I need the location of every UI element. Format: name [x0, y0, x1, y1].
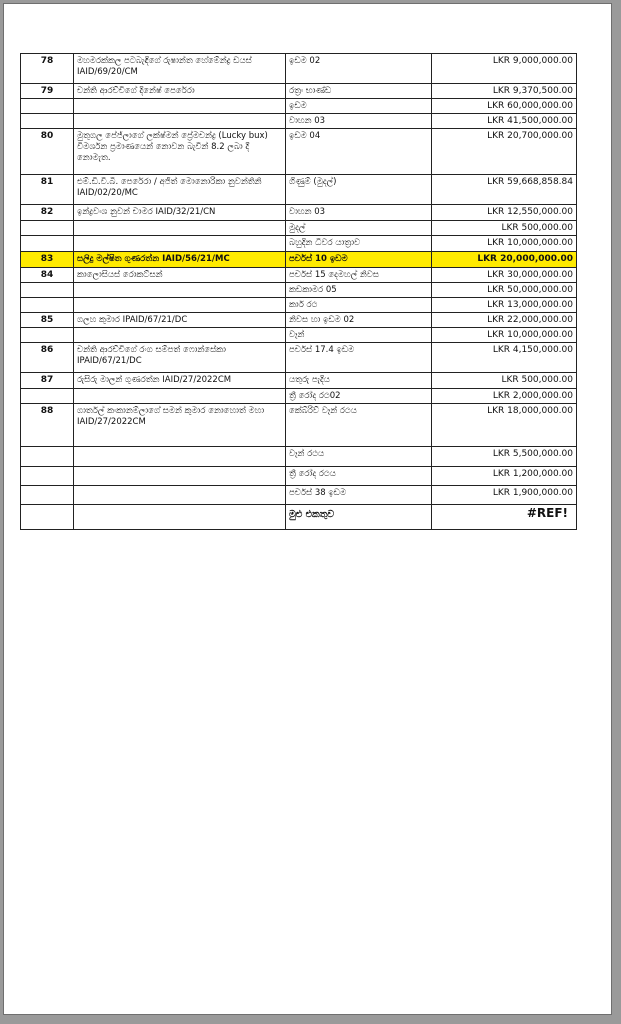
asset-item: පර්චස් 10 ඉඩම — [286, 252, 432, 268]
total-value: #REF! — [432, 505, 577, 530]
suspect-description: කාලොසියස් රොකට්සන් — [74, 268, 286, 283]
asset-value: LKR 50,000,000.00 — [432, 283, 577, 298]
asset-item: ඉඩම — [286, 99, 432, 114]
table-row — [21, 404, 577, 447]
table-row — [21, 343, 577, 373]
suspect-description: ගාර්තල් කංකානම්ලාගේ සමන් කුමාර නොහොත් මහා IAID/27/2022CM — [74, 404, 286, 447]
case-number — [21, 467, 74, 486]
table-row — [21, 221, 577, 236]
asset-value: LKR 10,000,000.00 — [432, 236, 577, 252]
case-number: 88 — [21, 404, 74, 447]
asset-item: කේබ්රිව් වෑන් රථය — [286, 404, 432, 447]
asset-value: LKR 4,150,000.00 — [432, 343, 577, 373]
asset-item: පර්චස් 17.4 ඉඩම — [286, 343, 432, 373]
table-row — [21, 313, 577, 328]
case-number — [21, 447, 74, 467]
asset-item: වාහන 03 — [286, 205, 432, 221]
asset-item: නිවස හා ඉඩම 02 — [286, 313, 432, 328]
suspect-description: චන්ති ආරච්චිගේ දිනේෂ් පෙරේරා — [74, 84, 286, 99]
asset-item: රත්‍රං භාණ්ඩ — [286, 84, 432, 99]
asset-value: LKR 20,000,000.00 — [432, 252, 577, 268]
suspect-description — [74, 298, 286, 313]
suspect-description — [74, 467, 286, 486]
suspect-description — [74, 99, 286, 114]
suspect-description: එම්.ඩී.වී.බී. පෙරේරා / අජිත් මොනොරිකා නුවන්තිනි IAID/02/20/MC — [74, 175, 286, 205]
suspect-description: චන්ති ආරච්චිගේ රංග සම්පත් ෆොන්සේකා IPAID/67/21/DC — [74, 343, 286, 373]
asset-value: LKR 9,370,500.00 — [432, 84, 577, 99]
suspect-description: ගලහ කුමාර IPAID/67/21/DC — [74, 313, 286, 328]
case-number — [21, 221, 74, 236]
asset-value: LKR 5,500,000.00 — [432, 447, 577, 467]
table-row — [21, 252, 577, 268]
suspect-description: මුතුගල පේජ්ලාගේ ලක්ෂ්මන් ප්‍රේමචන්ද්‍ර (Lucky bux) විමර්ශන ප්‍රමාණයෙන් නොවන බැවින් 8.2 ලබා දී නොමැත. — [74, 129, 286, 175]
case-number — [21, 236, 74, 252]
case-number: 80 — [21, 129, 74, 175]
case-number: 78 — [21, 54, 74, 84]
table-row — [21, 283, 577, 298]
table-row — [21, 268, 577, 283]
table-row — [21, 205, 577, 221]
case-number: 81 — [21, 175, 74, 205]
asset-item: කාර් රථ — [286, 298, 432, 313]
case-number: 86 — [21, 343, 74, 373]
table-row — [21, 298, 577, 313]
asset-item: වාහන 03 — [286, 114, 432, 129]
table-row — [21, 447, 577, 467]
asset-value: LKR 1,200,000.00 — [432, 467, 577, 486]
table-row — [21, 54, 577, 84]
asset-item: බහුදින ධීවර යාත්‍රාව — [286, 236, 432, 252]
suspect-description — [74, 221, 286, 236]
asset-item: ත්‍රී රෝද රථ02 — [286, 389, 432, 404]
suspect-description — [74, 389, 286, 404]
table-row — [21, 389, 577, 404]
table-row — [21, 328, 577, 343]
assets-table — [20, 53, 577, 530]
table-row — [21, 236, 577, 252]
case-number: 85 — [21, 313, 74, 328]
table-row — [21, 114, 577, 129]
table-row — [21, 84, 577, 99]
case-number — [21, 298, 74, 313]
table-row — [21, 129, 577, 175]
suspect-description: සලිදු මල්ෂිත ගුණරත්න IAID/56/21/MC — [74, 252, 286, 268]
assets-table-body — [21, 54, 577, 530]
case-number: 87 — [21, 373, 74, 389]
asset-value: LKR 18,000,000.00 — [432, 404, 577, 447]
asset-value: LKR 500,000.00 — [432, 373, 577, 389]
table-row — [21, 175, 577, 205]
case-number — [21, 328, 74, 343]
document-page — [3, 3, 612, 1015]
asset-value: LKR 59,668,858.84 — [432, 175, 577, 205]
asset-value: LKR 12,550,000.00 — [432, 205, 577, 221]
asset-item: පර්චස් 15 දෙමහල් නිවස — [286, 268, 432, 283]
asset-item: වෑන් රථය — [286, 447, 432, 467]
case-number — [21, 486, 74, 505]
suspect-description — [74, 328, 286, 343]
suspect-description: රුසිරු මාලන් ගුණරත්න IAID/27/2022CM — [74, 373, 286, 389]
asset-value: LKR 9,000,000.00 — [432, 54, 577, 84]
total-label: මුළු එකතුව — [286, 505, 432, 530]
asset-item: පර්චස් 38 ඉඩම — [286, 486, 432, 505]
suspect-description: මහමරක්කල පටබැඳිගේ රුෂාන්ත හේමේන්ද්‍ර ඩයස් IAID/69/20/CM — [74, 54, 286, 84]
case-number: 83 — [21, 252, 74, 268]
case-number — [21, 99, 74, 114]
asset-value: LKR 10,000,000.00 — [432, 328, 577, 343]
asset-value: LKR 500,000.00 — [432, 221, 577, 236]
table-row — [21, 467, 577, 486]
total-row — [21, 505, 577, 530]
asset-value: LKR 41,500,000.00 — [432, 114, 577, 129]
asset-item: ගිණුම් (මුදල්) — [286, 175, 432, 205]
case-number: 82 — [21, 205, 74, 221]
asset-value: LKR 20,700,000.00 — [432, 129, 577, 175]
suspect-description — [74, 114, 286, 129]
asset-item: යතුරු පැදිය — [286, 373, 432, 389]
table-row — [21, 99, 577, 114]
asset-value: LKR 30,000,000.00 — [432, 268, 577, 283]
suspect-description: ඉන්ද්‍රවංශ නුවන් චාමර IAID/32/21/CN — [74, 205, 286, 221]
asset-item: මුදල් — [286, 221, 432, 236]
asset-value: LKR 1,900,000.00 — [432, 486, 577, 505]
suspect-description — [74, 486, 286, 505]
case-number — [21, 283, 74, 298]
case-number — [21, 114, 74, 129]
asset-value: LKR 13,000,000.00 — [432, 298, 577, 313]
asset-item: කඩකාමර 05 — [286, 283, 432, 298]
case-number: 79 — [21, 84, 74, 99]
asset-item: ඉඩම 04 — [286, 129, 432, 175]
asset-value: LKR 22,000,000.00 — [432, 313, 577, 328]
suspect-description — [74, 447, 286, 467]
asset-value: LKR 60,000,000.00 — [432, 99, 577, 114]
suspect-description — [74, 236, 286, 252]
asset-value: LKR 2,000,000.00 — [432, 389, 577, 404]
case-number: 84 — [21, 268, 74, 283]
asset-item: වෑන් — [286, 328, 432, 343]
table-row — [21, 486, 577, 505]
table-row — [21, 373, 577, 389]
total-spacer-2 — [74, 505, 286, 530]
suspect-description — [74, 283, 286, 298]
total-spacer-1 — [21, 505, 74, 530]
asset-item: ඉඩම 02 — [286, 54, 432, 84]
case-number — [21, 389, 74, 404]
asset-item: ත්‍රී රෝද රථය — [286, 467, 432, 486]
